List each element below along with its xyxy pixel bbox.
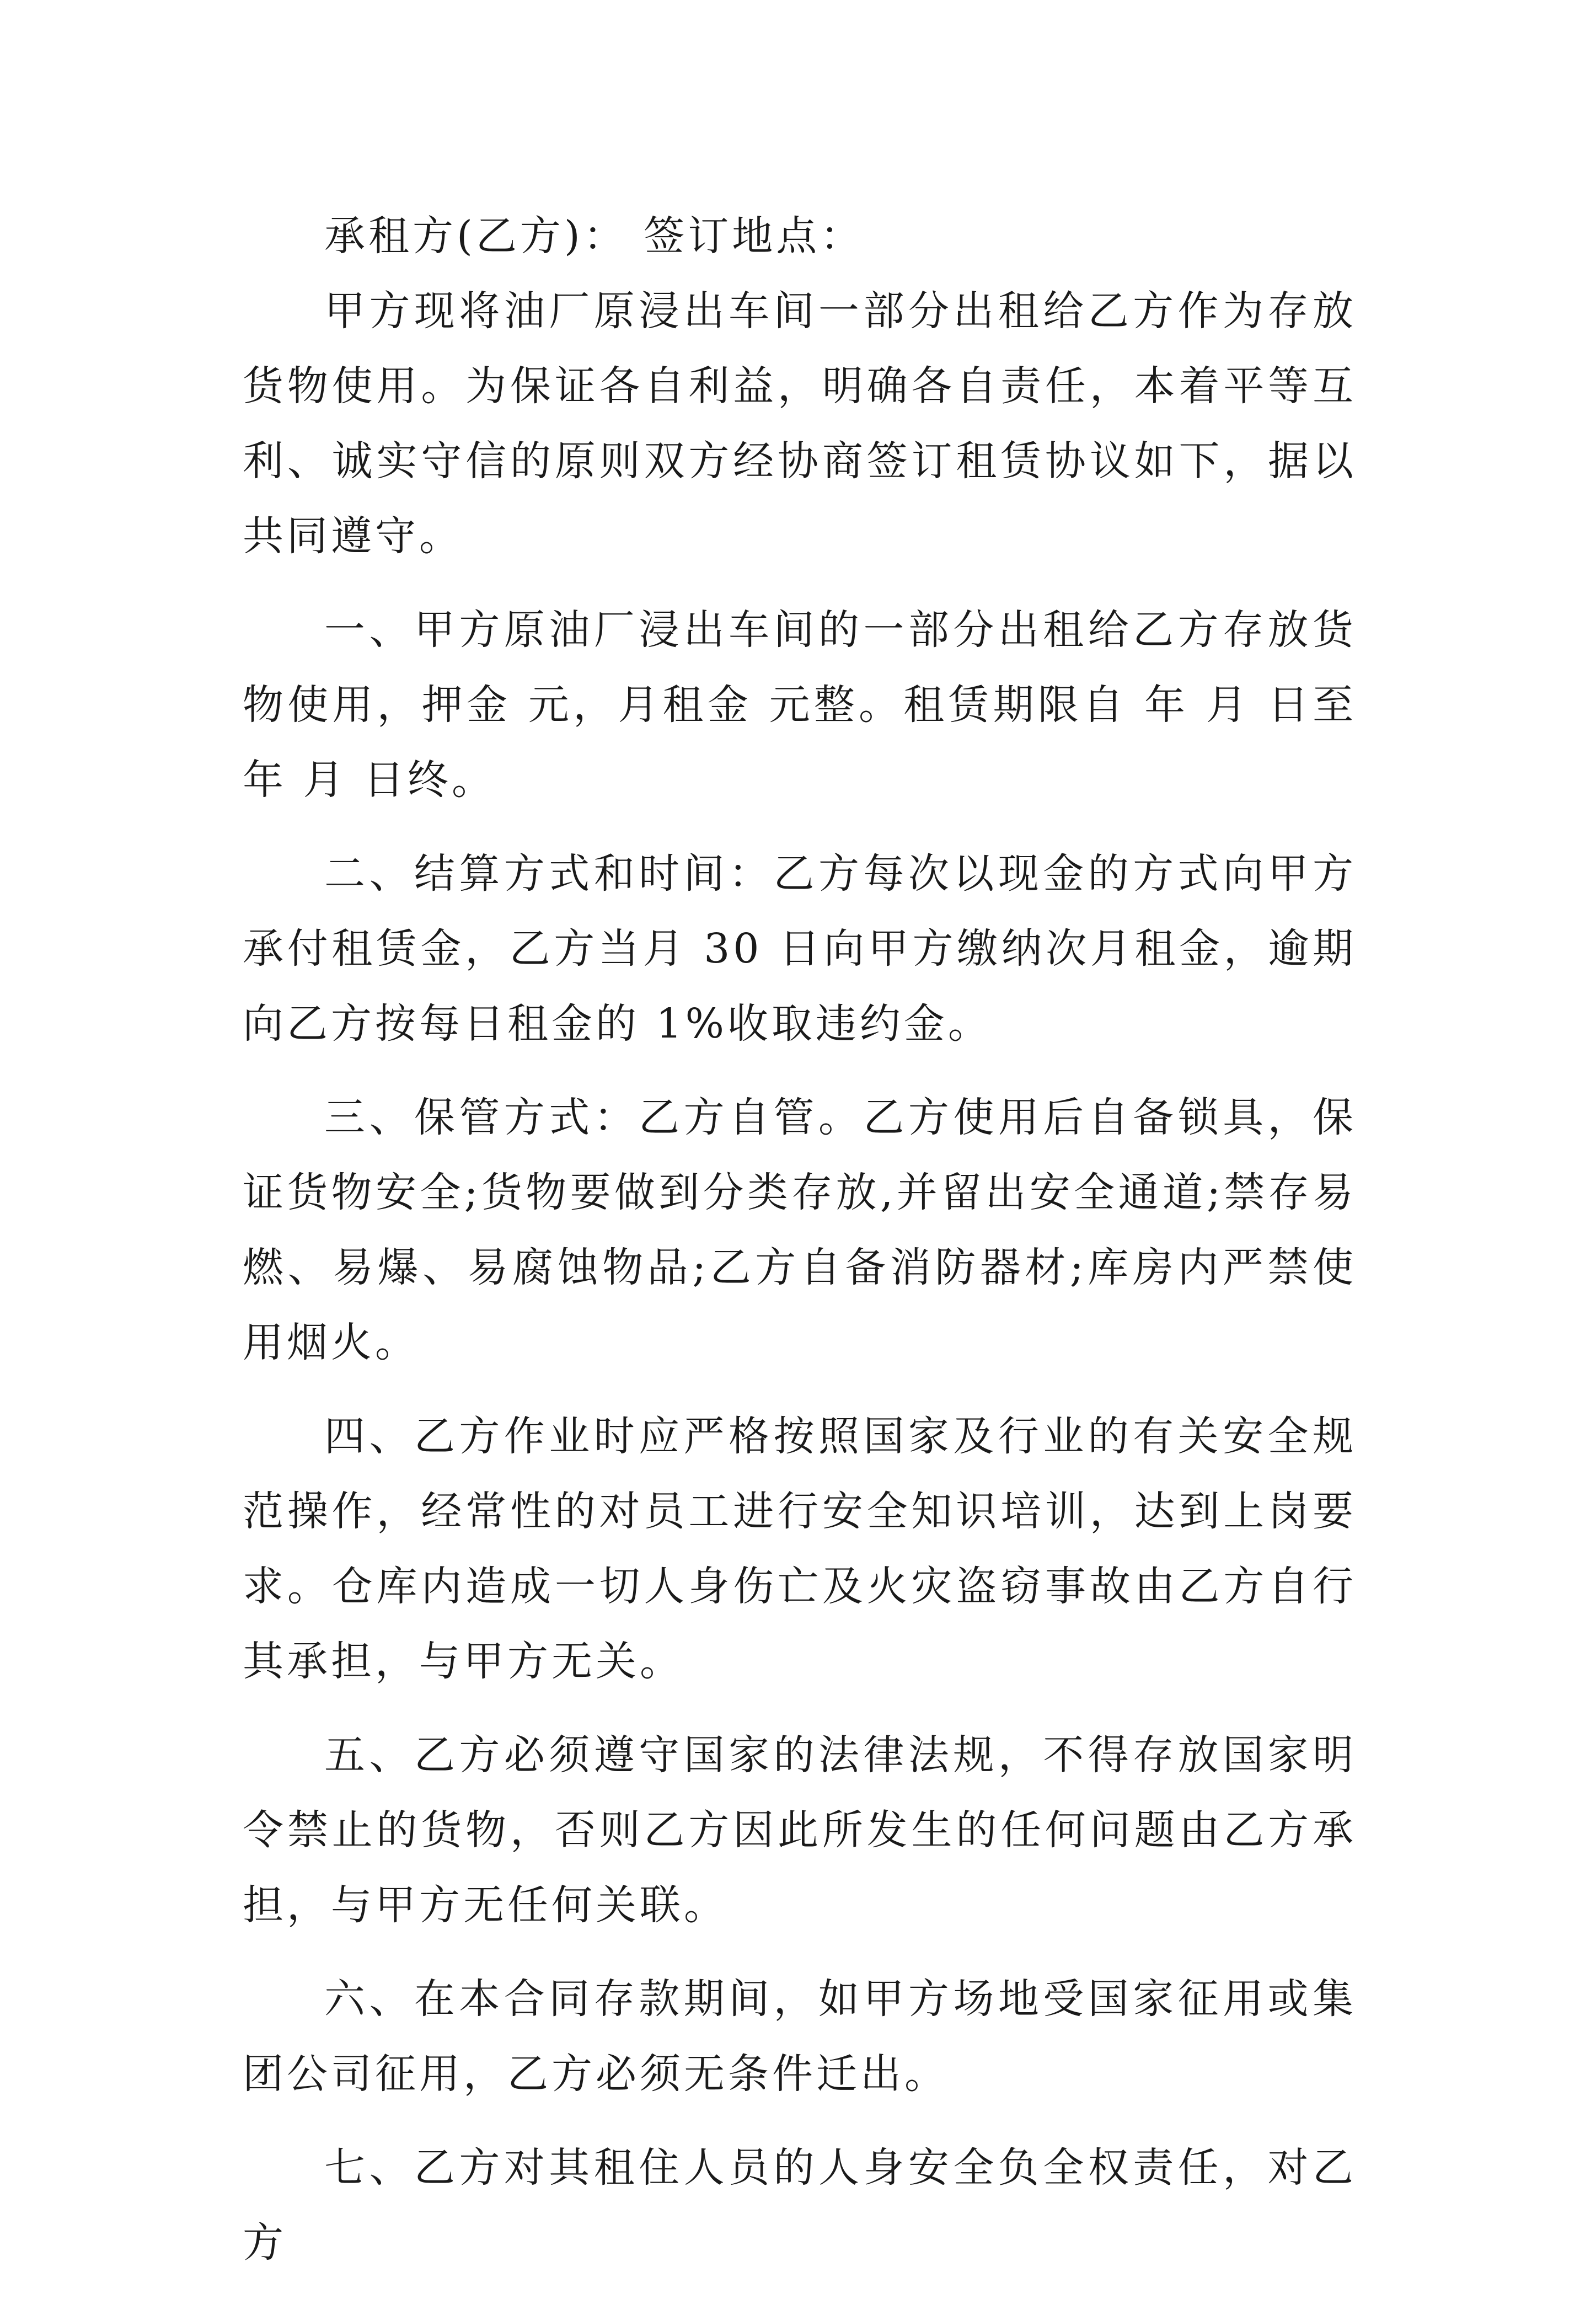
parties-line: 承租方(乙方)： 签订地点： <box>324 212 865 260</box>
clause-4-paragraph: 四、乙方作业时应严格按照国家及行业的有关安全规范操作，经常性的对员工进行安全知识培训，达到上岗要求。仓库内造成一切人身伤亡及火灾盗窃事故由乙方自行其承担，与甲方无关。 <box>243 1413 1357 1685</box>
clause-3-paragraph: 三、保管方式：乙方自管。乙方使用后自备锁具，保证货物安全;货物要做到分类存放,并留出安全通道;禁存易燃、易爆、易腐蚀物品;乙方自备消防器材;库房内严禁使用烟火。 <box>243 1094 1357 1366</box>
clause-2-paragraph: 二、结算方式和时间：乙方每次以现金的方式向甲方承付租赁金，乙方当月 30 日向甲方缴纳次月租金，逾期向乙方按每日租金的 1%收取违约金。 <box>243 850 1357 1047</box>
clause-1-paragraph: 一、甲方原油厂浸出车间的一部分出租给乙方存放货物使用，押金 元，月租金 元整。租赁期限自 年 月 日至 年 月 日终。 <box>243 606 1357 804</box>
preamble-paragraph: 甲方现将油厂原浸出车间一部分出租给乙方作为存放货物使用。为保证各自利益，明确各自责任，本着平等互利、诚实守信的原则双方经协商签订租赁协议如下，据以共同遵守。 <box>243 287 1357 560</box>
clause-5-paragraph: 五、乙方必须遵守国家的法律法规，不得存放国家明令禁止的货物，否则乙方因此所发生的任何问题由乙方承担，与甲方无任何关联。 <box>243 1731 1357 1929</box>
clause-7-paragraph: 七、乙方对其租住人员的人身安全负全权责任，对乙方 <box>243 2144 1357 2266</box>
clause-6-paragraph: 六、在本合同存款期间，如甲方场地受国家征用或集团公司征用，乙方必须无条件迁出。 <box>243 1975 1357 2098</box>
document-page <box>243 199 1357 2299</box>
